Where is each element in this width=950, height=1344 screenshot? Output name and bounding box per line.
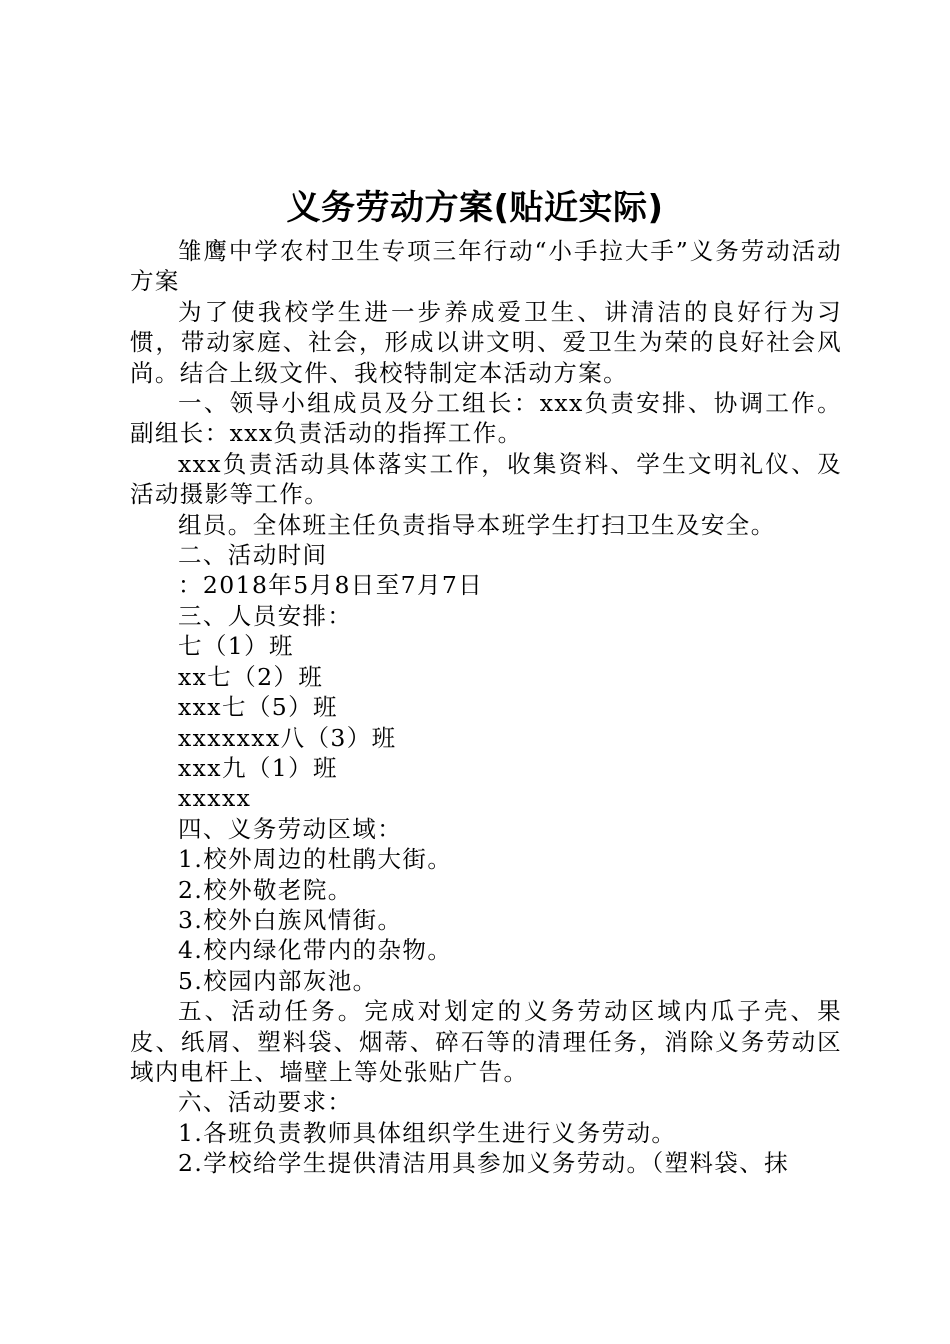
list-item-class: xxxxx <box>178 784 252 813</box>
list-item-area: 5.校园内部灰池。 <box>178 966 378 995</box>
list-item-requirement: 1.各班负责教师具体组织学生进行义务劳动。 <box>178 1118 677 1147</box>
paragraph-section-5: 五、活动任务。完成对划定的义务劳动区域内瓜子壳、果皮、纸屑、塑料袋、烟蒂、碎石等的清理任务，消除义务劳动区域内电杆上、墙壁上等处张贴广告。 <box>130 997 842 1086</box>
paragraph-section-2-dates: ：2018年5月8日至7月7日 <box>178 571 484 600</box>
paragraph-intro-heading: 雏鹰中学农村卫生专项三年行动“小手拉大手”义务劳动活动方案 <box>130 237 842 296</box>
list-item-class: xxx七（5）班 <box>178 693 338 722</box>
list-item-class: xx七（2）班 <box>178 662 324 691</box>
list-item-class: xxxxxxx八（3）班 <box>178 723 397 752</box>
document-body <box>130 236 842 1179</box>
list-item-area: 2.校外敬老院。 <box>178 875 353 904</box>
paragraph-purpose: 为了使我校学生进一步养成爱卫生、讲清洁的良好行为习惯，带动家庭、社会，形成以讲文明、爱卫生为荣的良好社会风尚。结合上级文件、我校特制定本活动方案。 <box>130 297 842 387</box>
paragraph-section-1-members: 组员。全体班主任负责指导本班学生打扫卫生及安全。 <box>178 510 776 539</box>
paragraph-section-4-heading: 四、义务劳动区域： <box>178 814 403 843</box>
list-item-class: xxx九（1）班 <box>178 753 338 782</box>
paragraph-section-1: 一、领导小组成员及分工组长：xxx负责安排、协调工作。副组长：xxx负责活动的指挥工作。 <box>130 389 842 448</box>
paragraph-section-6-heading: 六、活动要求： <box>178 1088 353 1117</box>
list-item-area: 4.校内绿化带内的杂物。 <box>178 936 453 965</box>
list-item-area: 1.校外周边的杜鹃大街。 <box>178 845 453 874</box>
list-item-area: 3.校外白族风情街。 <box>178 905 403 934</box>
document-title: 义务劳动方案(贴近实际) <box>286 188 664 228</box>
paragraph-section-2-heading: 二、活动时间 <box>178 541 328 570</box>
list-item-requirement: 2.学校给学生提供清洁用具参加义务劳动。（塑料袋、抹 <box>178 1149 790 1178</box>
paragraph-section-1-duty: xxx负责活动具体落实工作，收集资料、学生文明礼仪、及活动摄影等工作。 <box>130 449 842 509</box>
list-item-class: 七（1）班 <box>178 632 294 661</box>
paragraph-section-3-heading: 三、人员安排： <box>178 601 353 630</box>
